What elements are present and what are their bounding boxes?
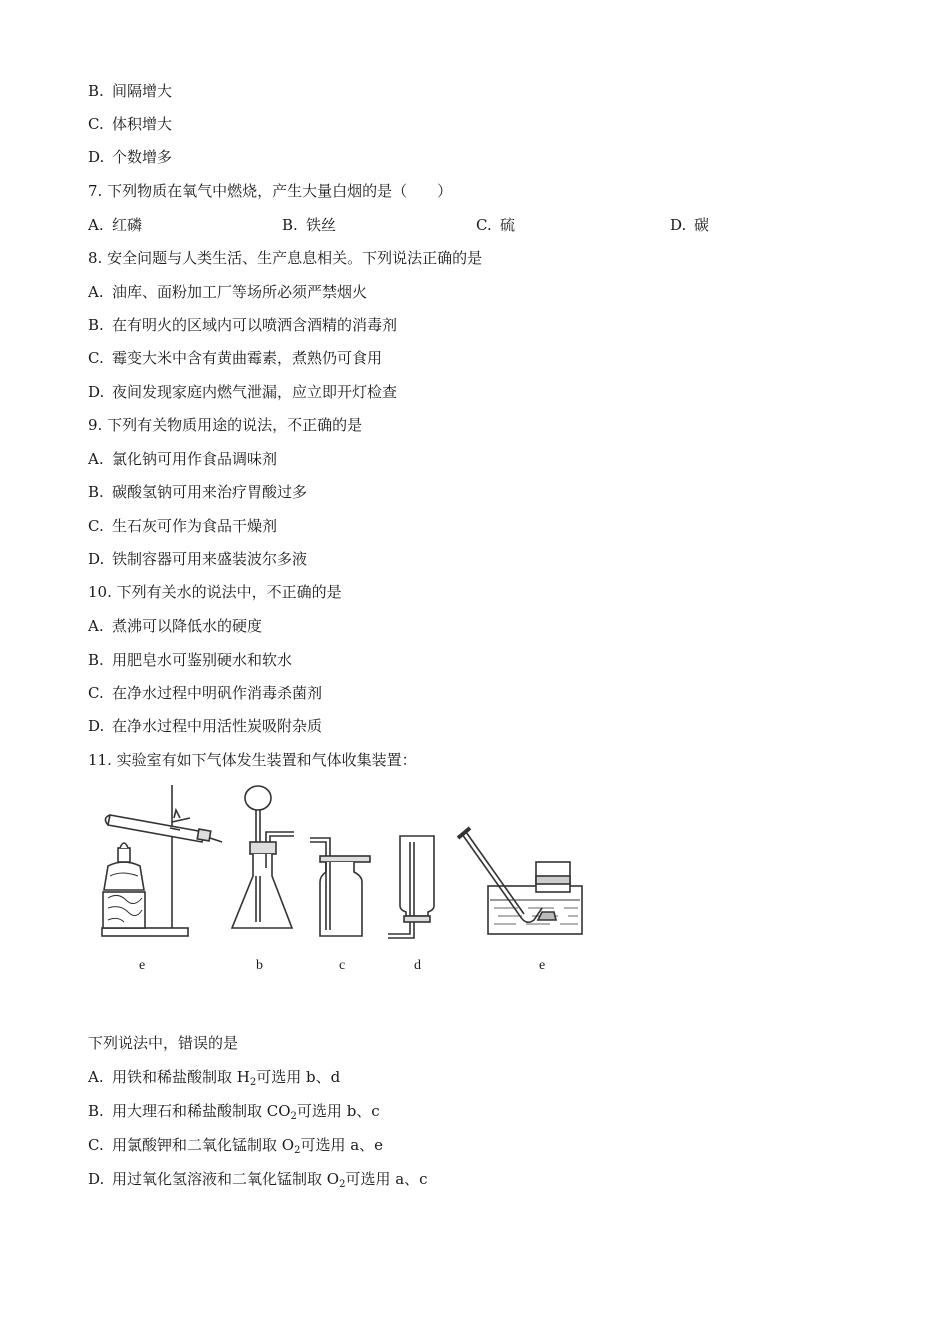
q11-question: 下列说法中，错误的是 [88,1034,239,1052]
q10-option-a: A. 煮沸可以降低水的硬度 [88,617,263,635]
q11-option-d: D. 用过氧化氢溶液和二氧化锰制取 $O_2$可选用 a、c [88,1170,428,1190]
q7-option-d: D. 碳 [670,216,710,234]
q7-option-c: C. 硫 [476,216,516,234]
q8-option-c: C. 霉变大米中含有黄曲霉素，煮熟仍可食用 [88,349,383,367]
q11-option-a: A. 用铁和稀盐酸制取 $H_2$可选用 b、d [88,1068,341,1088]
q11-stem: 11. 实验室有如下气体发生装置和气体收集装置： [88,751,417,769]
q10-option-c: C. 在净水过程中明矾作消毒杀菌剂 [88,684,323,702]
q10-option-d: D. 在净水过程中用活性炭吸附杂质 [88,717,323,735]
q10-stem: 10. 下列有关水的说法中，不正确的是 [88,583,342,601]
q8-stem: 8. 安全问题与人类生活、生产息息相关。下列说法正确的是 [88,249,483,267]
q9-option-d: D. 铁制容器可用来盛装波尔多液 [88,550,308,568]
figure-label-a: e [139,958,146,973]
apparatus-b [232,786,294,928]
figure-label-c: c [339,958,346,973]
q11-option-b: B. 用大理石和稀盐酸制取 $CO_2$可选用 b、c [88,1102,380,1122]
q9-option-b: B. 碳酸氢钠可用来治疗胃酸过多 [88,483,308,501]
apparatus-d [388,836,434,938]
q7-option-b: B. 铁丝 [282,216,337,234]
figure-label-e: e [539,958,546,973]
q7-stem: 7. 下列物质在氧气中燃烧，产生大量白烟的是（ ） [88,182,453,200]
q8-option-b: B. 在有明火的区域内可以喷洒含酒精的消毒剂 [88,316,398,334]
q6-option-c: C. 体积增大 [88,115,173,133]
q9-option-a: A. 氯化钠可用作食品调味剂 [88,450,278,468]
q8-option-d: D. 夜间发现家庭内燃气泄漏，应立即开灯检查 [88,383,398,401]
apparatus-e [458,828,582,934]
q9-stem: 9. 下列有关物质用途的说法，不正确的是 [88,416,363,434]
figure-label-d: d [414,958,421,973]
apparatus-a [102,785,222,936]
q6-option-b: B. 间隔增大 [88,82,173,100]
q11-option-c: C. 用氯酸钾和二氧化锰制取 $O_2$可选用 a、e [88,1136,384,1156]
q8-option-a: A. 油库、面粉加工厂等场所必须严禁烟火 [88,283,368,301]
q7-option-a: A. 红磷 [88,216,143,234]
q6-option-d: D. 个数增多 [88,148,173,166]
figure-label-b: b [256,958,263,973]
q10-option-b: B. 用肥皂水可鉴别硬水和软水 [88,651,293,669]
apparatus-c [310,838,370,936]
q9-option-c: C. 生石灰可作为食品干燥剂 [88,517,278,535]
apparatus-figure [98,780,598,990]
